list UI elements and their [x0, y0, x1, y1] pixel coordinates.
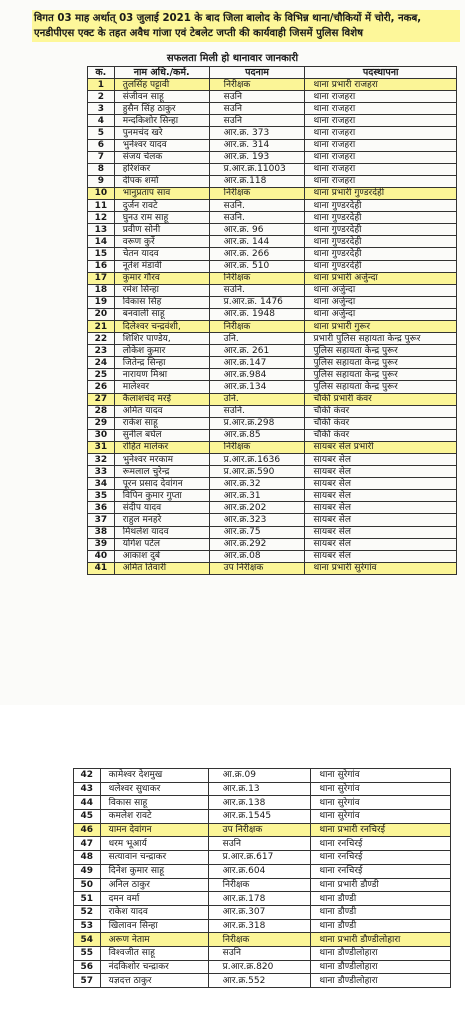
serial-cell: 56 — [74, 960, 101, 974]
table-row — [88, 308, 457, 320]
posting-cell: पुलिस सहायता केन्द्र पुरूर — [305, 345, 457, 357]
name-cell: कुमार गौरव — [114, 272, 209, 284]
name-cell: भुनेश्वर यादव — [114, 139, 209, 151]
designation-cell: निरीक्षक — [209, 320, 305, 332]
designation-cell: सउनि — [209, 91, 305, 103]
posting-cell: सायबर सेल — [305, 478, 457, 490]
posting-cell: थाना राजहरा — [305, 175, 457, 187]
name-cell: जितेन्द्र सिन्हा — [114, 357, 209, 369]
table-row — [74, 878, 451, 892]
serial-cell: 1 — [88, 79, 115, 91]
name-cell: चेतन यादव — [114, 248, 209, 260]
designation-cell: आर.क्र.1545 — [208, 810, 311, 824]
posting-cell: प्रभारी पुलिस सहायता केन्द्र पुरूर — [305, 333, 457, 345]
table-row — [88, 357, 457, 369]
table-row — [88, 91, 457, 103]
document-heading: विगत 03 माह अर्थात् 03 जुलाई 2021 के बाद जिला बालोद के विभिन्न थाना/चौकियों में चोरी, नकब, एनडीपीएस एक्ट के तहत अवैध गांजा एवं टेबलेट जप्ती की कार्यवाही जिसमें पुलिस विशेष — [32, 10, 460, 42]
table-row — [74, 864, 451, 878]
serial-cell: 21 — [88, 320, 115, 332]
name-cell: विकास सिंह — [114, 296, 209, 308]
serial-cell: 7 — [88, 151, 115, 163]
designation-cell: प्र.आर.क्र.617 — [208, 851, 311, 865]
posting-cell: पुलिस सहायता केन्द्र पुरूर — [305, 381, 457, 393]
posting-cell: थाना गुण्डरदेही — [305, 224, 457, 236]
table-row — [88, 538, 457, 550]
designation-cell: आर.क्र. 261 — [209, 345, 305, 357]
posting-cell: थाना रनचिरई — [311, 837, 451, 851]
posting-cell: सायबर सेल — [305, 490, 457, 502]
table-row — [88, 441, 457, 453]
col-header-name: नाम अधि./कर्म. — [114, 67, 209, 79]
serial-cell: 3 — [88, 103, 115, 115]
table-row — [74, 960, 451, 974]
posting-cell: थाना प्रभारी गुरूर — [305, 320, 457, 332]
serial-cell: 38 — [88, 526, 115, 538]
posting-cell: थाना प्रभारी अर्जुन्दा — [305, 272, 457, 284]
posting-cell: थाना सुरेगांव — [311, 769, 451, 783]
table-row — [88, 333, 457, 345]
table-row — [88, 393, 457, 405]
name-cell: मालेश्वर — [114, 381, 209, 393]
name-cell: कामेश्वर देशमुख — [100, 769, 208, 783]
name-cell: कमलेश रावटे — [100, 810, 208, 824]
name-cell: आकाश दुबे — [114, 550, 209, 562]
posting-cell: थाना राजहरा — [305, 127, 457, 139]
posting-cell: थाना गुण्डरदेही — [305, 212, 457, 224]
posting-cell: थाना प्रभारी रनचिरई — [311, 823, 451, 837]
designation-cell: आर.क्र. 373 — [209, 127, 305, 139]
table-row — [74, 892, 451, 906]
name-cell: संजीवन साहू — [114, 91, 209, 103]
posting-cell: थाना गुण्डरदेही — [305, 236, 457, 248]
table-row — [88, 79, 457, 91]
posting-cell: चौकी कंवर — [305, 405, 457, 417]
designation-cell: प्र.आर.क्र.298 — [209, 417, 305, 429]
table-row — [88, 236, 457, 248]
table-row — [88, 200, 457, 212]
page-gap — [0, 705, 465, 763]
designation-cell: सउनि. — [209, 405, 305, 417]
designation-cell: निरीक्षक — [209, 187, 305, 199]
designation-cell: आर.क्र. 314 — [209, 139, 305, 151]
designation-cell: निरीक्षक — [209, 79, 305, 91]
serial-cell: 29 — [88, 417, 115, 429]
posting-cell: थाना अर्जुन्दा — [305, 308, 457, 320]
name-cell: विश्वजीत साहू — [100, 946, 208, 960]
designation-cell: निरीक्षक — [209, 441, 305, 453]
designation-cell: आर.क्र. 193 — [209, 151, 305, 163]
posting-cell: थाना राजहरा — [305, 115, 457, 127]
serial-cell: 48 — [74, 851, 101, 865]
table-row — [88, 103, 457, 115]
serial-cell: 16 — [88, 260, 115, 272]
name-cell: पूरन प्रसाद देवांगन — [114, 478, 209, 490]
designation-cell: प्र.आर.क्र.590 — [209, 466, 305, 478]
designation-cell: सउनि. — [209, 284, 305, 296]
posting-cell: सायबर सेल — [305, 538, 457, 550]
designation-cell: आर.क्र. 144 — [209, 236, 305, 248]
table-row — [88, 429, 457, 441]
name-cell: दीपक शर्मा — [114, 175, 209, 187]
serial-cell: 20 — [88, 308, 115, 320]
posting-cell: सायबर सेल — [305, 502, 457, 514]
name-cell: नूतेश मंडावी — [114, 260, 209, 272]
designation-cell: सउनि — [209, 115, 305, 127]
designation-cell: निरीक्षक — [208, 878, 311, 892]
table-row — [74, 823, 451, 837]
table-row — [88, 550, 457, 562]
posting-cell: सायबर सेल — [305, 466, 457, 478]
designation-cell: सउनि — [209, 103, 305, 115]
posting-cell: थाना राजहरा — [305, 139, 457, 151]
designation-cell: आर.क्र.318 — [208, 919, 311, 933]
designation-cell: आर.क्र.85 — [209, 429, 305, 441]
posting-cell: सायबर सेल — [305, 550, 457, 562]
serial-cell: 23 — [88, 345, 115, 357]
serial-cell: 8 — [88, 163, 115, 175]
table-row — [88, 187, 457, 199]
name-cell: प्रवीण सोनी — [114, 224, 209, 236]
posting-cell: थाना प्रभारी डौण्डी — [311, 878, 451, 892]
serial-cell: 4 — [88, 115, 115, 127]
table-row — [88, 381, 457, 393]
designation-cell: आर.क्र.08 — [209, 550, 305, 562]
serial-cell: 57 — [74, 974, 101, 988]
name-cell: घुनउ राम साहू — [114, 212, 209, 224]
designation-cell: आर.क्र.552 — [208, 974, 311, 988]
designation-cell: आर.क्र. 266 — [209, 248, 305, 260]
name-cell: अमित यादव — [114, 405, 209, 417]
table-row — [74, 851, 451, 865]
posting-cell: थाना प्रभारी सुरेगांव — [305, 562, 457, 574]
col-header-posting: पदस्थापना — [305, 67, 457, 79]
posting-cell: थाना गुण्डरदेही — [305, 248, 457, 260]
name-cell: रमेश सिन्हा — [114, 284, 209, 296]
posting-cell: पुलिस सहायता केन्द्र पुरूर — [305, 357, 457, 369]
designation-cell: प्र.आर.क्र. 1476 — [209, 296, 305, 308]
designation-cell: आर.क्र.307 — [208, 905, 311, 919]
designation-cell: उप निरीक्षक — [208, 823, 311, 837]
posting-cell: थाना प्रभारी डौण्डीलोहारा — [311, 933, 451, 947]
name-cell: दुर्जन रावटे — [114, 200, 209, 212]
posting-cell: सायबर सेल — [305, 514, 457, 526]
name-cell: भानुप्रताप साव — [114, 187, 209, 199]
posting-cell: थाना अर्जुन्दा — [305, 284, 457, 296]
name-cell: कैलाशचंद मरई — [114, 393, 209, 405]
table-row — [88, 163, 457, 175]
designation-cell: आर.क्र.604 — [208, 864, 311, 878]
name-cell: राकेश साहू — [114, 417, 209, 429]
serial-cell: 49 — [74, 864, 101, 878]
table-row — [88, 454, 457, 466]
serial-cell: 10 — [88, 187, 115, 199]
posting-cell: चौकी कंवर — [305, 417, 457, 429]
personnel-table-page-2 — [73, 768, 451, 988]
posting-cell: सायबर सेल — [305, 526, 457, 538]
table-row — [88, 562, 457, 574]
name-cell: राहुल मनहरे — [114, 514, 209, 526]
serial-cell: 53 — [74, 919, 101, 933]
table-row — [74, 782, 451, 796]
posting-cell: थाना गुण्डरदेही — [305, 200, 457, 212]
name-cell: विकास साहू — [100, 796, 208, 810]
designation-cell: निरीक्षक — [208, 933, 311, 947]
table-row — [88, 224, 457, 236]
table-row — [88, 248, 457, 260]
serial-cell: 40 — [88, 550, 115, 562]
serial-cell: 36 — [88, 502, 115, 514]
designation-cell: उप निरीक्षक — [209, 562, 305, 574]
name-cell: संदीप यादव — [114, 502, 209, 514]
table-row — [88, 345, 457, 357]
designation-cell: निरीक्षक — [209, 272, 305, 284]
designation-cell: आर.क्र.31 — [209, 490, 305, 502]
name-cell: खिलावन सिन्हा — [100, 919, 208, 933]
serial-cell: 22 — [88, 333, 115, 345]
name-cell: लोकेश कुमार — [114, 345, 209, 357]
name-cell: वरूण कुर्रे — [114, 236, 209, 248]
serial-cell: 14 — [88, 236, 115, 248]
posting-cell: चौकी कंवर — [305, 429, 457, 441]
serial-cell: 32 — [88, 454, 115, 466]
serial-cell: 17 — [88, 272, 115, 284]
serial-cell: 24 — [88, 357, 115, 369]
table-row — [74, 810, 451, 824]
designation-cell: सउनि. — [209, 212, 305, 224]
posting-cell: थाना प्रभारी राजहरा — [305, 79, 457, 91]
name-cell: रूमलाल चुरेन्द्र — [114, 466, 209, 478]
table-row — [88, 369, 457, 381]
posting-cell: थाना सुरेगांव — [311, 796, 451, 810]
serial-cell: 43 — [74, 782, 101, 796]
serial-cell: 26 — [88, 381, 115, 393]
table-row — [88, 139, 457, 151]
serial-cell: 27 — [88, 393, 115, 405]
designation-cell: प्र.आर.क्र.820 — [208, 960, 311, 974]
table-row — [88, 502, 457, 514]
name-cell: दिलेश्वर चन्द्रवंशी, — [114, 320, 209, 332]
table-row — [88, 320, 457, 332]
posting-cell: थाना सुरेगांव — [311, 810, 451, 824]
table-row — [88, 175, 457, 187]
col-header-designation: पदनाम — [209, 67, 305, 79]
table-row — [88, 284, 457, 296]
serial-cell: 11 — [88, 200, 115, 212]
designation-cell: आर.क्र.178 — [208, 892, 311, 906]
name-cell: संजय चेलक — [114, 151, 209, 163]
table-row — [88, 151, 457, 163]
name-cell: यज्ञदत्त ठाकुर — [100, 974, 208, 988]
posting-cell: थाना रनचिरई — [311, 851, 451, 865]
designation-cell: आर.क्र.147 — [209, 357, 305, 369]
serial-cell: 46 — [74, 823, 101, 837]
table-row — [88, 127, 457, 139]
name-cell: विपिन कुमार गुप्ता — [114, 490, 209, 502]
name-cell: सत्यावान चन्द्राकर — [100, 851, 208, 865]
name-cell: यामन देवांगन — [100, 823, 208, 837]
serial-cell: 55 — [74, 946, 101, 960]
posting-cell: थाना डौण्डी — [311, 905, 451, 919]
table-header-row — [88, 67, 457, 79]
serial-cell: 37 — [88, 514, 115, 526]
posting-cell: थाना प्रभारी गुण्डरदेही — [305, 187, 457, 199]
serial-cell: 18 — [88, 284, 115, 296]
name-cell: हरिशंकर — [114, 163, 209, 175]
table-row — [88, 490, 457, 502]
designation-cell: आर.क्र. 96 — [209, 224, 305, 236]
designation-cell: आर.क्र.32 — [209, 478, 305, 490]
serial-cell: 2 — [88, 91, 115, 103]
designation-cell: सउनि. — [209, 200, 305, 212]
name-cell: राकेश यादव — [100, 905, 208, 919]
serial-cell: 28 — [88, 405, 115, 417]
posting-cell: थाना राजहरा — [305, 103, 457, 115]
serial-cell: 41 — [88, 562, 115, 574]
serial-cell: 52 — [74, 905, 101, 919]
serial-cell: 15 — [88, 248, 115, 260]
document-subheading: सफलता मिली हो थानावार जानकारी — [166, 53, 299, 64]
name-cell: थलेश्वर सुधाकर — [100, 782, 208, 796]
posting-cell: थाना गुण्डरदेही — [305, 260, 457, 272]
designation-cell: आर.क्र.202 — [209, 502, 305, 514]
name-cell: योगेश पटेल — [114, 538, 209, 550]
serial-cell: 47 — [74, 837, 101, 851]
table-row — [74, 796, 451, 810]
table-body-page-1 — [88, 79, 457, 575]
designation-cell: सउनि — [208, 946, 311, 960]
serial-cell: 25 — [88, 369, 115, 381]
designation-cell: प्र.आर.क्र.11003 — [209, 163, 305, 175]
posting-cell: थाना डौण्डी — [311, 919, 451, 933]
table-row — [88, 405, 457, 417]
table-row — [74, 933, 451, 947]
posting-cell: थाना डौण्डी — [311, 892, 451, 906]
name-cell: दिनेश कुमार साहू — [100, 864, 208, 878]
serial-cell: 19 — [88, 296, 115, 308]
name-cell: मन्दकिशोर सिन्हा — [114, 115, 209, 127]
name-cell: हुसैन सिंह ठाकुर — [114, 103, 209, 115]
name-cell: नंदकिशोर चन्द्राकर — [100, 960, 208, 974]
posting-cell: थाना अर्जुन्दा — [305, 296, 457, 308]
name-cell: मिथलेश यादव — [114, 526, 209, 538]
table-row — [74, 769, 451, 783]
serial-cell: 51 — [74, 892, 101, 906]
designation-cell: सउनि — [208, 837, 311, 851]
serial-cell: 9 — [88, 175, 115, 187]
designation-cell: आर.क्र.13 — [208, 782, 311, 796]
serial-cell: 50 — [74, 878, 101, 892]
name-cell: तुलसिंह पट्टावी — [114, 79, 209, 91]
table-row — [74, 974, 451, 988]
table-row — [88, 417, 457, 429]
designation-cell: उनि. — [209, 393, 305, 405]
table-row — [88, 296, 457, 308]
serial-cell: 54 — [74, 933, 101, 947]
personnel-table-page-1 — [87, 66, 457, 575]
table-row — [74, 946, 451, 960]
posting-cell: थाना डौण्डीलोहारा — [311, 946, 451, 960]
designation-cell: आ.क्र.09 — [208, 769, 311, 783]
posting-cell: थाना डौण्डीलोहारा — [311, 960, 451, 974]
name-cell: पुनमचंद खरे — [114, 127, 209, 139]
posting-cell: थाना राजहरा — [305, 163, 457, 175]
table-row — [88, 526, 457, 538]
designation-cell: आर.क्र. 1948 — [209, 308, 305, 320]
serial-cell: 39 — [88, 538, 115, 550]
designation-cell: आर.क्र.118 — [209, 175, 305, 187]
serial-cell: 6 — [88, 139, 115, 151]
serial-cell: 42 — [74, 769, 101, 783]
posting-cell: थाना सुरेगांव — [311, 782, 451, 796]
serial-cell: 45 — [74, 810, 101, 824]
name-cell: सुनील बघेल — [114, 429, 209, 441]
table-row — [74, 837, 451, 851]
name-cell: शिशिर पाण्डेय, — [114, 333, 209, 345]
posting-cell: थाना डौण्डीलोहारा — [311, 974, 451, 988]
name-cell: रोहित मालेकर — [114, 441, 209, 453]
table-row — [88, 212, 457, 224]
name-cell: बनवाली साहू — [114, 308, 209, 320]
serial-cell: 31 — [88, 441, 115, 453]
posting-cell: चौकी प्रभारी कंवर — [305, 393, 457, 405]
designation-cell: उनि. — [209, 333, 305, 345]
posting-cell: थाना राजहरा — [305, 91, 457, 103]
posting-cell: थाना राजहरा — [305, 151, 457, 163]
serial-cell: 33 — [88, 466, 115, 478]
name-cell: धरम भूआर्य — [100, 837, 208, 851]
serial-cell: 44 — [74, 796, 101, 810]
posting-cell: सायबर सेल — [305, 454, 457, 466]
designation-cell: आर.क्र.138 — [208, 796, 311, 810]
name-cell: अरूण नेताम — [100, 933, 208, 947]
designation-cell: आर.क्र.292 — [209, 538, 305, 550]
table-row — [88, 115, 457, 127]
designation-cell: आर.क्र.75 — [209, 526, 305, 538]
posting-cell: सायबर सेल प्रभारी — [305, 441, 457, 453]
table-row — [88, 478, 457, 490]
serial-cell: 12 — [88, 212, 115, 224]
serial-cell: 13 — [88, 224, 115, 236]
col-header-serial: क. — [88, 67, 115, 79]
table-row — [88, 514, 457, 526]
name-cell: नारायण मिश्रा — [114, 369, 209, 381]
serial-cell: 30 — [88, 429, 115, 441]
serial-cell: 5 — [88, 127, 115, 139]
table-body-page-2 — [74, 769, 451, 988]
designation-cell: आर.क्र.984 — [209, 369, 305, 381]
serial-cell: 34 — [88, 478, 115, 490]
designation-cell: आर.क्र.134 — [209, 381, 305, 393]
table-row — [88, 260, 457, 272]
name-cell: अनिल ठाकुर — [100, 878, 208, 892]
serial-cell: 35 — [88, 490, 115, 502]
name-cell: भुनेश्वर मरकाम — [114, 454, 209, 466]
table-row — [74, 905, 451, 919]
table-row — [88, 272, 457, 284]
designation-cell: आर.क्र. 510 — [209, 260, 305, 272]
table-row — [74, 919, 451, 933]
designation-cell: प्र.आर.क्र.1636 — [209, 454, 305, 466]
name-cell: दमन वर्मा — [100, 892, 208, 906]
posting-cell: पुलिस सहायता केन्द्र पुरूर — [305, 369, 457, 381]
posting-cell: थाना रनचिरई — [311, 864, 451, 878]
name-cell: अमित तिवारी — [114, 562, 209, 574]
table-row — [88, 466, 457, 478]
designation-cell: आर.क्र.323 — [209, 514, 305, 526]
